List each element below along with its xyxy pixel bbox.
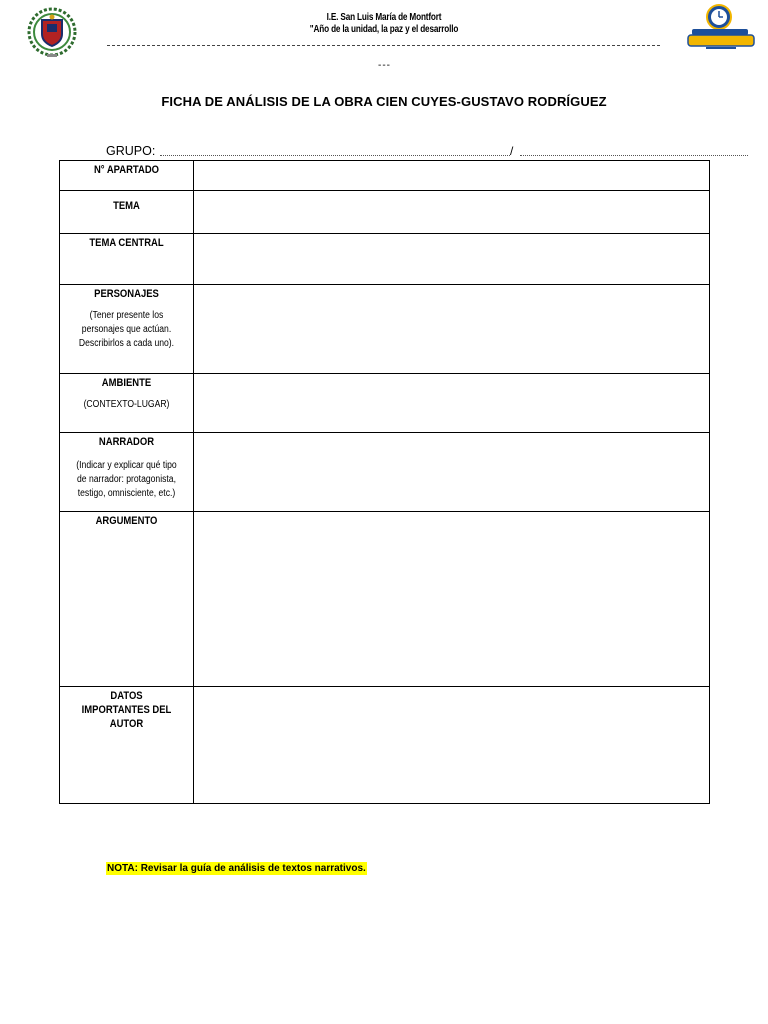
row-label-tema-central: TEMA CENTRAL [60, 234, 194, 285]
answer-cell-datos-autor[interactable] [194, 687, 710, 804]
row-label-argumento: ARGUMENTO [60, 512, 194, 687]
header-divider-tail: --- [378, 60, 391, 71]
grupo-separator: / [510, 144, 514, 158]
answer-cell-argumento[interactable] [194, 512, 710, 687]
document-title: FICHA DE ANÁLISIS DE LA OBRA CIEN CUYES-GUSTAVO RODRÍGUEZ [161, 94, 607, 109]
row-label-personajes: PERSONAJES (Tener presente los personajes que actúan. Describirlos a cada uno). [60, 285, 194, 374]
school-name: I.E. San Luis María de Montfort [326, 12, 442, 23]
answer-cell-tema-central[interactable] [194, 234, 710, 285]
row-label-ambiente: AMBIENTE (CONTEXTO-LUGAR) [60, 374, 194, 433]
year-motto: "Año de la unidad, la paz y el desarrollo [309, 24, 459, 35]
table-row [60, 687, 710, 804]
table-row [60, 234, 710, 285]
grupo-blank-1[interactable] [160, 155, 510, 156]
row-label-datos-autor: DATOS IMPORTANTES DEL AUTOR [60, 687, 194, 804]
table-row [60, 433, 710, 512]
answer-cell-ambiente[interactable] [194, 374, 710, 433]
table-row [60, 512, 710, 687]
answer-cell-narrador[interactable] [194, 433, 710, 512]
row-label-apartado: N° APARTADO [60, 161, 194, 191]
table-row [60, 374, 710, 433]
table-row [60, 161, 710, 191]
row-label-tema: TEMA [60, 191, 194, 234]
table-row [60, 285, 710, 374]
grupo-label: GRUPO: [106, 144, 156, 158]
answer-cell-tema[interactable] [194, 191, 710, 234]
analysis-table [59, 160, 710, 804]
table-row [60, 191, 710, 234]
grupo-field[interactable] [106, 144, 646, 160]
row-label-narrador: NARRADOR (Indicar y explicar qué tipo de narrador: protagonista, testigo, omnisciente, etc.) [60, 433, 194, 512]
answer-cell-personajes[interactable] [194, 285, 710, 374]
nota-highlight: NOTA: Revisar la guía de análisis de textos narrativos. [107, 863, 366, 874]
grupo-blank-2[interactable] [520, 155, 748, 156]
answer-cell-apartado[interactable] [194, 161, 710, 191]
header-divider [107, 45, 660, 46]
